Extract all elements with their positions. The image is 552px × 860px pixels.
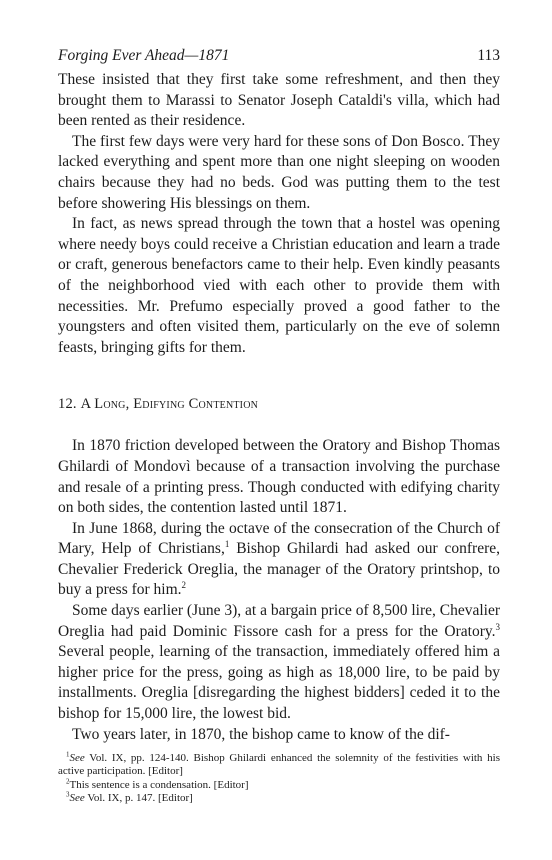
footnote-see: See [69, 791, 85, 804]
body-text-top [58, 70, 500, 358]
section-heading [58, 394, 500, 414]
paragraph [58, 519, 500, 601]
paragraph [58, 601, 500, 725]
paragraph-text: In June 1868, during the octave of the consecration of the Church of Mary, Help of Christians, [58, 519, 500, 558]
body-text-section [58, 436, 500, 745]
footnote-number: 1 [66, 750, 70, 759]
footnote-ref: 2 [181, 580, 187, 591]
footnote [58, 792, 500, 805]
footnote-ref: 1 [224, 539, 230, 550]
section-title: A Long, Edifying Contention [80, 396, 259, 413]
paragraph: Two years later, in 1870, the bishop came to know of the dif- [72, 725, 450, 743]
footnote-text: Vol. IX, pp. 124-140. Bishop Ghilardi enhanced the solemnity of the festivities with his active participation. [Editor] [58, 752, 500, 778]
section-number: 12. [58, 396, 77, 413]
book-page [58, 46, 500, 805]
running-title: Forging Ever Ahead—1871 [58, 47, 230, 64]
paragraph-text: Several people, learning of the transaction, immediately offered him a higher price for the press, going as high as 18,000 lire, to be paid by installments. Oreglia [disregarding the highest bidders] ceded it to the bishop for 15,000 lire, the lowest bid. [58, 643, 500, 723]
paragraph-text: Bishop Ghilardi had asked our confrere, Chevalier Frederick Oreglia, the manager of the Oratory printshop, to buy a press for him. [58, 540, 500, 599]
page-number: 113 [477, 47, 500, 64]
footnote-see: See [69, 752, 85, 765]
footnote-number: 3 [66, 790, 70, 799]
footnote-number: 2 [66, 776, 70, 785]
paragraph: The first few days were very hard for these sons of Don Bosco. They lacked everything and spent more than one night sleeping on wooden chairs because they had no beds. God was putting them to the test before showering His blessings on them. [58, 132, 500, 212]
paragraph: In 1870 friction developed between the Oratory and Bishop Thomas Ghilardi of Mondovì because of a transaction involving the purchase and resale of a printing press. Though conducted with edifying charity on both sides, the contention lasted until 1871. [58, 437, 500, 517]
running-head [58, 46, 500, 70]
footnotes [58, 752, 500, 805]
footnote [58, 776, 500, 792]
paragraph-text: Some days earlier (June 3), at a bargain price of 8,500 lire, Chevalier Oreglia had paid Dominic Fissore cash for a press for the Oratory. [58, 602, 500, 640]
footnote-text: This sentence is a condensation. [Editor] [69, 778, 249, 791]
footnote-ref: 3 [495, 621, 500, 632]
paragraph: These insisted that they first take some refreshment, and then they brought them to Marassi to Senator Joseph Cataldi's villa, which had been rented as their residence. [58, 71, 500, 130]
paragraph: In fact, as news spread through the town that a hostel was opening where needy boys could receive a Christian education and learn a trade or craft, generous benefactors came to their help. Even kindly peasants of the neighborhood vied with each other to provide them with necessities. Mr. Prefumo especially proved a good father to the youngsters and often visited them, particularly on the eve of solemn feasts, bringing gifts for them. [58, 215, 500, 356]
footnote [58, 752, 500, 778]
footnote-text: Vol. IX, p. 147. [Editor] [84, 791, 193, 804]
